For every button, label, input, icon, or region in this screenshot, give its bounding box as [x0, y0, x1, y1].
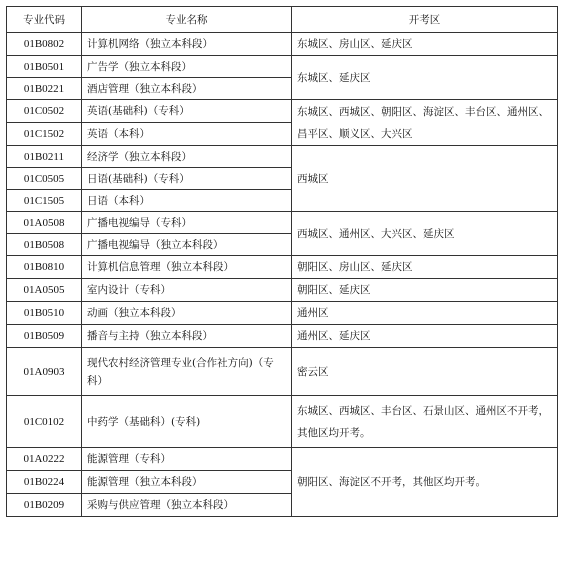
table-row	[7, 146, 558, 168]
major-name: 英语（本科）	[82, 123, 292, 146]
table-row	[7, 448, 558, 471]
major-name: 日语(基础科)（专科）	[82, 168, 292, 190]
exam-area: 朝阳区、延庆区	[292, 279, 558, 302]
header-major-code: 专业代码	[7, 7, 82, 33]
major-code: 01C0102	[7, 396, 82, 448]
major-name: 酒店管理（独立本科段）	[82, 78, 292, 100]
exam-area: 通州区	[292, 302, 558, 325]
major-name: 计算机信息管理（独立本科段）	[82, 256, 292, 279]
major-code: 01B0810	[7, 256, 82, 279]
header-major-name: 专业名称	[82, 7, 292, 33]
exam-majors-table	[6, 6, 558, 517]
exam-area: 东城区、延庆区	[292, 56, 558, 100]
table-row	[7, 100, 558, 123]
major-name: 播音与主持（独立本科段）	[82, 325, 292, 348]
table-row	[7, 212, 558, 234]
exam-table-container	[6, 6, 558, 517]
major-name: 广告学（独立本科段）	[82, 56, 292, 78]
major-name: 广播电视编导（专科）	[82, 212, 292, 234]
major-code: 01C1505	[7, 190, 82, 212]
major-code: 01A0508	[7, 212, 82, 234]
major-code: 01A0903	[7, 348, 82, 396]
major-name: 室内设计（专科）	[82, 279, 292, 302]
major-name: 动画（独立本科段）	[82, 302, 292, 325]
major-code: 01B0509	[7, 325, 82, 348]
major-code: 01B0510	[7, 302, 82, 325]
exam-area: 朝阳区、海淀区不开考，其他区均开考。	[292, 448, 558, 517]
major-name: 中药学（基础科）(专科)	[82, 396, 292, 448]
major-code: 01B0209	[7, 494, 82, 517]
major-code: 01B0211	[7, 146, 82, 168]
exam-area: 西城区	[292, 146, 558, 212]
exam-area: 西城区、通州区、大兴区、延庆区	[292, 212, 558, 256]
major-code: 01B0501	[7, 56, 82, 78]
table-row	[7, 256, 558, 279]
major-code: 01B0802	[7, 33, 82, 56]
table-row	[7, 396, 558, 448]
table-header-row	[7, 7, 558, 33]
major-code: 01A0505	[7, 279, 82, 302]
major-name: 能源管理（专科）	[82, 448, 292, 471]
major-name: 英语(基础科)（专科）	[82, 100, 292, 123]
major-code: 01B0508	[7, 234, 82, 256]
major-code: 01B0224	[7, 471, 82, 494]
major-code: 01C0502	[7, 100, 82, 123]
table-row	[7, 279, 558, 302]
exam-area: 东城区、房山区、延庆区	[292, 33, 558, 56]
major-name: 经济学（独立本科段）	[82, 146, 292, 168]
major-code: 01A0222	[7, 448, 82, 471]
exam-area: 朝阳区、房山区、延庆区	[292, 256, 558, 279]
major-code: 01B0221	[7, 78, 82, 100]
header-exam-area: 开考区	[292, 7, 558, 33]
major-name: 采购与供应管理（独立本科段）	[82, 494, 292, 517]
major-name: 广播电视编导（独立本科段）	[82, 234, 292, 256]
major-name: 日语（本科）	[82, 190, 292, 212]
exam-area: 通州区、延庆区	[292, 325, 558, 348]
major-name: 能源管理（独立本科段）	[82, 471, 292, 494]
table-row	[7, 33, 558, 56]
exam-area: 密云区	[292, 348, 558, 396]
table-row	[7, 56, 558, 78]
exam-area: 东城区、西城区、朝阳区、海淀区、丰台区、通州区、昌平区、顺义区、大兴区	[292, 100, 558, 146]
table-row	[7, 325, 558, 348]
major-name: 计算机网络（独立本科段）	[82, 33, 292, 56]
major-name: 现代农村经济管理专业(合作社方向)（专科）	[82, 348, 292, 396]
exam-area: 东城区、西城区、丰台区、石景山区、通州区不开考，其他区均开考。	[292, 396, 558, 448]
table-row	[7, 302, 558, 325]
table-row	[7, 348, 558, 396]
major-code: 01C0505	[7, 168, 82, 190]
major-code: 01C1502	[7, 123, 82, 146]
